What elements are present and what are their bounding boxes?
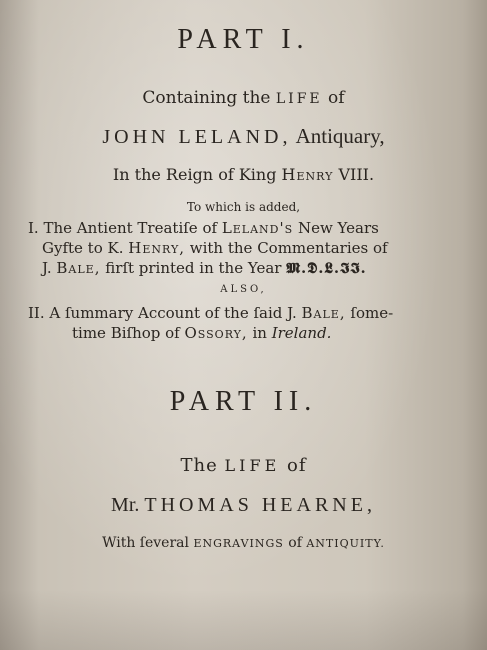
also-line: ALSO, <box>220 284 267 295</box>
engravings-antiquity: ANTIQUITY. <box>306 537 385 550</box>
engravings-line <box>0 535 487 551</box>
item-two-line-1 <box>28 303 428 323</box>
item-two <box>28 303 428 343</box>
item-one <box>28 218 428 278</box>
reign-king: Henry <box>281 165 334 184</box>
leland-title: Antiquary, <box>295 124 385 148</box>
item-one-line-3-mid: firſt printed in the Year <box>105 259 282 277</box>
item-one-line-2 <box>28 238 428 258</box>
containing-post: of <box>328 88 345 108</box>
item-one-line-1 <box>28 218 428 238</box>
leland-name: JOHN LELAND, <box>102 126 292 148</box>
containing-line <box>0 88 487 108</box>
item-one-year: 𝕸.𝕯.𝕷.𝕴𝕴. <box>286 259 367 277</box>
item-two-line-2-place: Ireland. <box>271 324 332 342</box>
containing-life: LIFE <box>275 91 323 107</box>
hearne-line <box>0 494 487 517</box>
the-life-life: LIFE <box>224 456 281 475</box>
item-one-line-2-post: with the Commentaries of <box>189 239 388 257</box>
item-two-line-1-name: Bale, <box>301 304 346 322</box>
item-one-line-1-pre: I. The Antient Treatiſe of <box>28 219 218 237</box>
hearne-name: THOMAS HEARNE, <box>144 494 376 516</box>
engravings-word: ENGRAVINGS <box>193 537 284 550</box>
engravings-pre: With ſeveral <box>102 535 189 551</box>
part-two-heading: PART II. <box>169 386 318 417</box>
item-two-line-1-pre: II. A ſummary Account of the ſaid J. <box>28 304 297 322</box>
item-one-line-2-pre: Gyfte to K. <box>42 239 124 257</box>
item-two-line-2-name: Ossory, <box>184 324 248 342</box>
item-one-line-3-pre: J. <box>42 259 52 277</box>
the-life-the: The <box>180 455 218 476</box>
added-line: To which is added, <box>186 200 301 214</box>
reign-post: VIII. <box>338 165 375 184</box>
reign-line <box>0 165 487 184</box>
engravings-of: of <box>288 535 302 551</box>
item-one-line-3-name: Bale, <box>56 259 101 277</box>
leland-line <box>0 124 487 149</box>
item-two-line-2-pre: time Biſhop of <box>72 324 180 342</box>
the-life-line <box>0 455 487 476</box>
containing-pre: Containing the <box>142 88 271 108</box>
item-two-line-2-mid: in <box>252 324 267 342</box>
reign-pre: In the Reign of King <box>112 165 277 184</box>
item-two-line-2 <box>28 323 428 343</box>
part-one-heading: PART I. <box>177 24 310 55</box>
item-one-line-2-name: Henry, <box>128 239 185 257</box>
item-two-line-1-post: ſome- <box>350 304 394 322</box>
hearne-mr: Mr. <box>111 494 140 516</box>
item-one-line-3 <box>28 258 428 278</box>
item-one-line-1-post: New Years <box>297 219 379 237</box>
item-one-line-1-name: Leland's <box>221 219 294 237</box>
the-life-of: of <box>286 455 307 476</box>
